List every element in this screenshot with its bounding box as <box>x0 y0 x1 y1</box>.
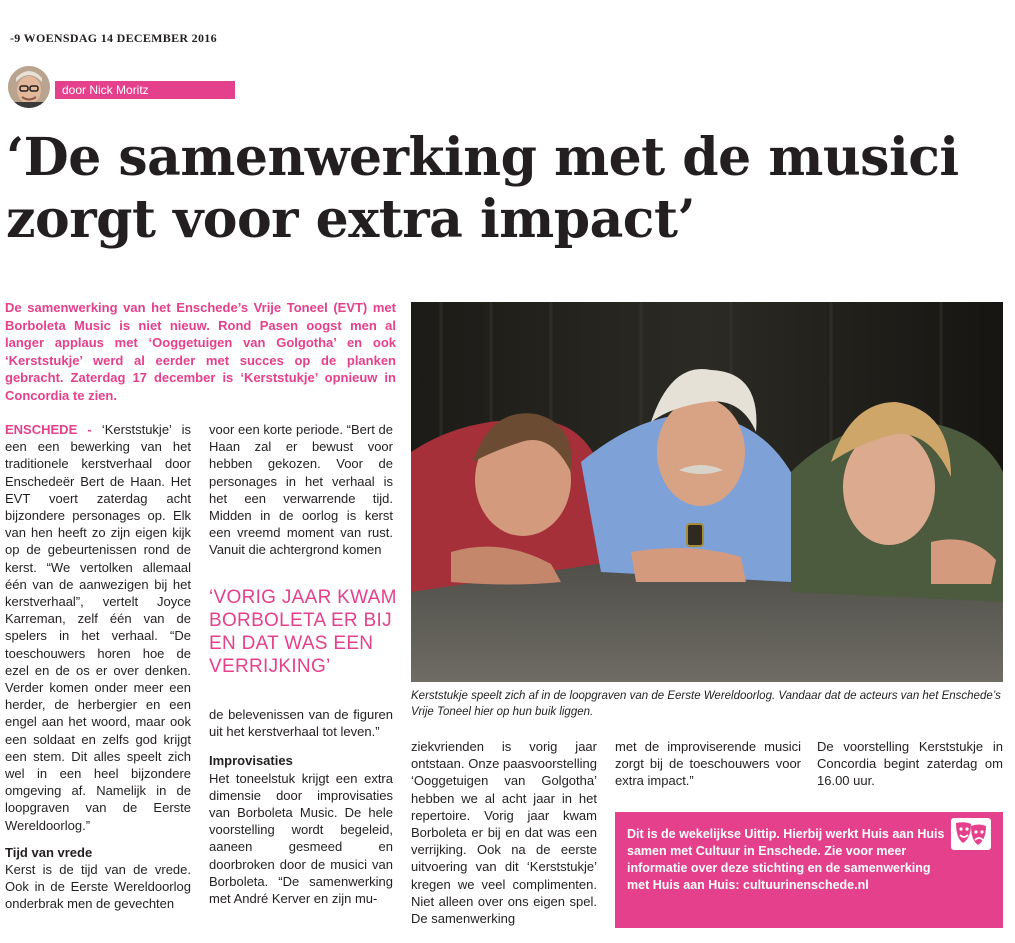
theatre-masks-icon <box>951 818 991 850</box>
body-text: ‘Kerststukje’ is een een bewerking van het traditionele kerstverhaal door Enschedeër Bert de Haan. Het EVT voert zaterdag acht bijzondere personages op. Elk van hen heeft zo zijn eigen kijk op de gebeurtenissen rond de kerst. “We vertolken allemaal één van de aanwezigen bij het kerstverhaal”, vertelt Joyce Karreman, zelf één van de spelers in het verhaal. “De toeschouwers horen hoe de ezel en de os er over denken. Verder komen onder meer een herder, de herbergier en een engel aan het woord, maar ook een soldaat en zelfs god krijgt een stem. Dit alles speelt zich wel in een heel bijzondere omgeving af. Namelijk in de loopgraven van de Eerste Wereldoorlog.” <box>5 422 191 833</box>
article-photo <box>411 302 1003 682</box>
column-2-continued <box>209 706 393 907</box>
uittip-text: Dit is de wekelijkse Uittip. Hierbij werkt Huis aan Huis samen met Cultuur in Enschede. Zie voor meer informatie over deze stichting en de samenwerking met Huis aan Huis: cultuurinenschede.nl <box>627 827 945 892</box>
body-text: voor een korte periode. “Bert de Haan zal er bewust voor hebben gekozen. Voor de personages in het verhaal is het een verwarrende tijd. Midden in de oorlog is kerst een vreemd moment van rust. Vanuit die achtergrond komen <box>209 422 393 558</box>
photo-caption: Kerststukje speelt zich af in de loopgraven van de Eerste Wereldoorlog. Vandaar dat de acteurs van het Enschede’s Vrije Toneel hier op hun buik liggen. <box>411 690 1001 718</box>
author-avatar <box>8 66 50 108</box>
byline: door Nick Moritz <box>62 83 149 97</box>
column-1 <box>5 421 191 913</box>
body-text: De voorstelling Kerststukje in Concordia begint zaterdag om 16.00 uur. <box>817 739 1003 789</box>
column-5 <box>817 738 1003 790</box>
body-text: met de improviserende musici zorgt bij de toeschouwers voor extra impact.” <box>615 739 801 789</box>
dateline: ENSCHEDE - <box>5 422 92 437</box>
body-text: ziekvrienden is vorig jaar ontstaan. Onze paasvoorstelling ‘Ooggetuigen van Golgotha’ hebben we al acht jaar in het repertoire. Vorig jaar kwam Borboleta er bij en dat was een verrijking. Ook na de eerste uitvoering van dit ‘Kerststukje’ kregen we veel complimenten. Niet alleen over ons eigen spel. De samenwerking <box>411 739 597 927</box>
page-folio: -9 WOENSDAG 14 DECEMBER 2016 <box>10 31 217 45</box>
body-text: Kerst is de tijd van de vrede. Ook in de Eerste Wereldoorlog onderbrak men de gevechten <box>5 862 191 912</box>
subhead-tijd-van-vrede: Tijd van vrede <box>5 844 93 860</box>
column-3 <box>411 738 597 927</box>
headline: ‘De samenwerking met de musici zorgt voor extra impact’ <box>6 127 959 250</box>
body-text: Het toneelstuk krijgt een extra dimensie door improvisaties van Borboleta Music. De hele voorstelling wordt begeleid, aaneen gesmeed en doorbroken door de musici van Borboleta. “De samenwerking met André Kerver en zijn mu- <box>209 770 393 907</box>
column-2 <box>209 421 393 559</box>
lead-paragraph: De samenwerking van het Enschede’s Vrije Toneel (EVT) met Borboleta Music is niet nieuw. Rond Pasen oogst men al langer applaus met ‘Ooggetuigen van Golgotha’ en ook ‘Kerststukje’ werd al eerder met succes op de planken gebracht. Zaterdag 17 december is ‘Kerststukje’ opnieuw in Concordia te zien. <box>5 300 396 403</box>
pull-quote: ‘VORIG JAAR KWAM BORBOLETA ER BIJ EN DAT WAS EEN VERRIJKING’ <box>209 587 397 677</box>
subhead-improvisaties: Improvisaties <box>209 753 293 769</box>
column-4 <box>615 738 801 790</box>
body-text: de belevenissen van de figuren uit het kerstverhaal tot leven.” <box>209 707 393 740</box>
